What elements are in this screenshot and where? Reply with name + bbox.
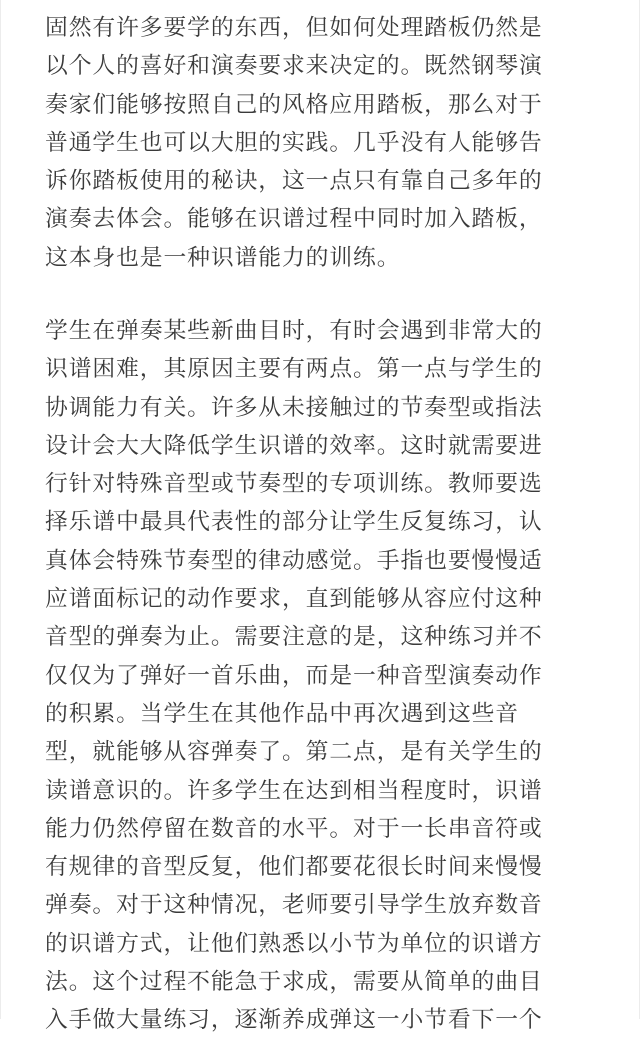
text-line: 有规律的音型反复，他们都要花很长时间来慢慢 <box>45 854 543 881</box>
paragraph-pedal-usage <box>45 9 605 277</box>
text-line: 设计会大大降低学生识谱的效率。这时就需要进 <box>45 432 543 459</box>
text-line: 应谱面标记的动作要求，直到能够从容应付这种 <box>45 586 543 613</box>
text-line: 法。这个过程不能急于求成，需要从简单的曲目 <box>45 969 543 996</box>
text-line: 能力仍然停留在数音的水平。对于一长串音符或 <box>45 815 543 842</box>
text-line: 识谱困难，其原因主要有两点。第一点与学生的 <box>45 356 543 383</box>
text-line: 固然有许多要学的东西，但如何处理踏板仍然是 <box>45 15 543 41</box>
text-line: 学生在弹奏某些新曲目时，有时会遇到非常大的 <box>45 318 543 344</box>
text-line: 奏家们能够按照自己的风格应用踏板，那么对于 <box>45 91 543 118</box>
text-line: 的积累。当学生在其他作品中再次遇到这些音 <box>45 700 519 727</box>
text-line: 仅仅为了弹好一首乐曲，而是一种音型演奏动作 <box>45 662 543 689</box>
text-line: 型，就能够从容弹奏了。第二点，是有关学生的 <box>45 739 543 766</box>
text-line: 弹奏。对于这种情况，老师要引导学生放弃数音 <box>45 892 543 919</box>
text-line: 读谱意识的。许多学生在达到相当程度时，识谱 <box>45 777 543 804</box>
text-line: 诉你踏板使用的秘诀，这一点只有靠自己多年的 <box>45 168 543 195</box>
text-line: 行针对特殊音型或节奏型的专项训练。教师要选 <box>45 471 543 498</box>
text-line: 协调能力有关。许多从未接触过的节奏型或指法 <box>45 394 543 421</box>
text-line: 演奏去体会。能够在识谱过程中同时加入踏板， <box>45 206 543 233</box>
text-line: 以个人的喜好和演奏要求来决定的。既然钢琴演 <box>45 53 543 80</box>
text-line: 的识谱方式，让他们熟悉以小节为单位的识谱方 <box>45 930 543 957</box>
text-line: 音型的弹奏为止。需要注意的是，这种练习并不 <box>45 624 543 651</box>
text-line: 入手做大量练习，逐渐养成弹这一小节看下一个 <box>45 1007 543 1034</box>
text-line: 真体会特殊节奏型的律动感觉。手指也要慢慢适 <box>45 547 543 574</box>
paragraph-sight-reading <box>45 312 605 1040</box>
text-line: 择乐谱中最具代表性的部分让学生反复练习，认 <box>45 509 543 536</box>
text-line: 这本身也是一种识谱能力的训练。 <box>45 244 401 271</box>
text-line: 普通学生也可以大胆的实践。几乎没有人能够告 <box>45 129 543 156</box>
